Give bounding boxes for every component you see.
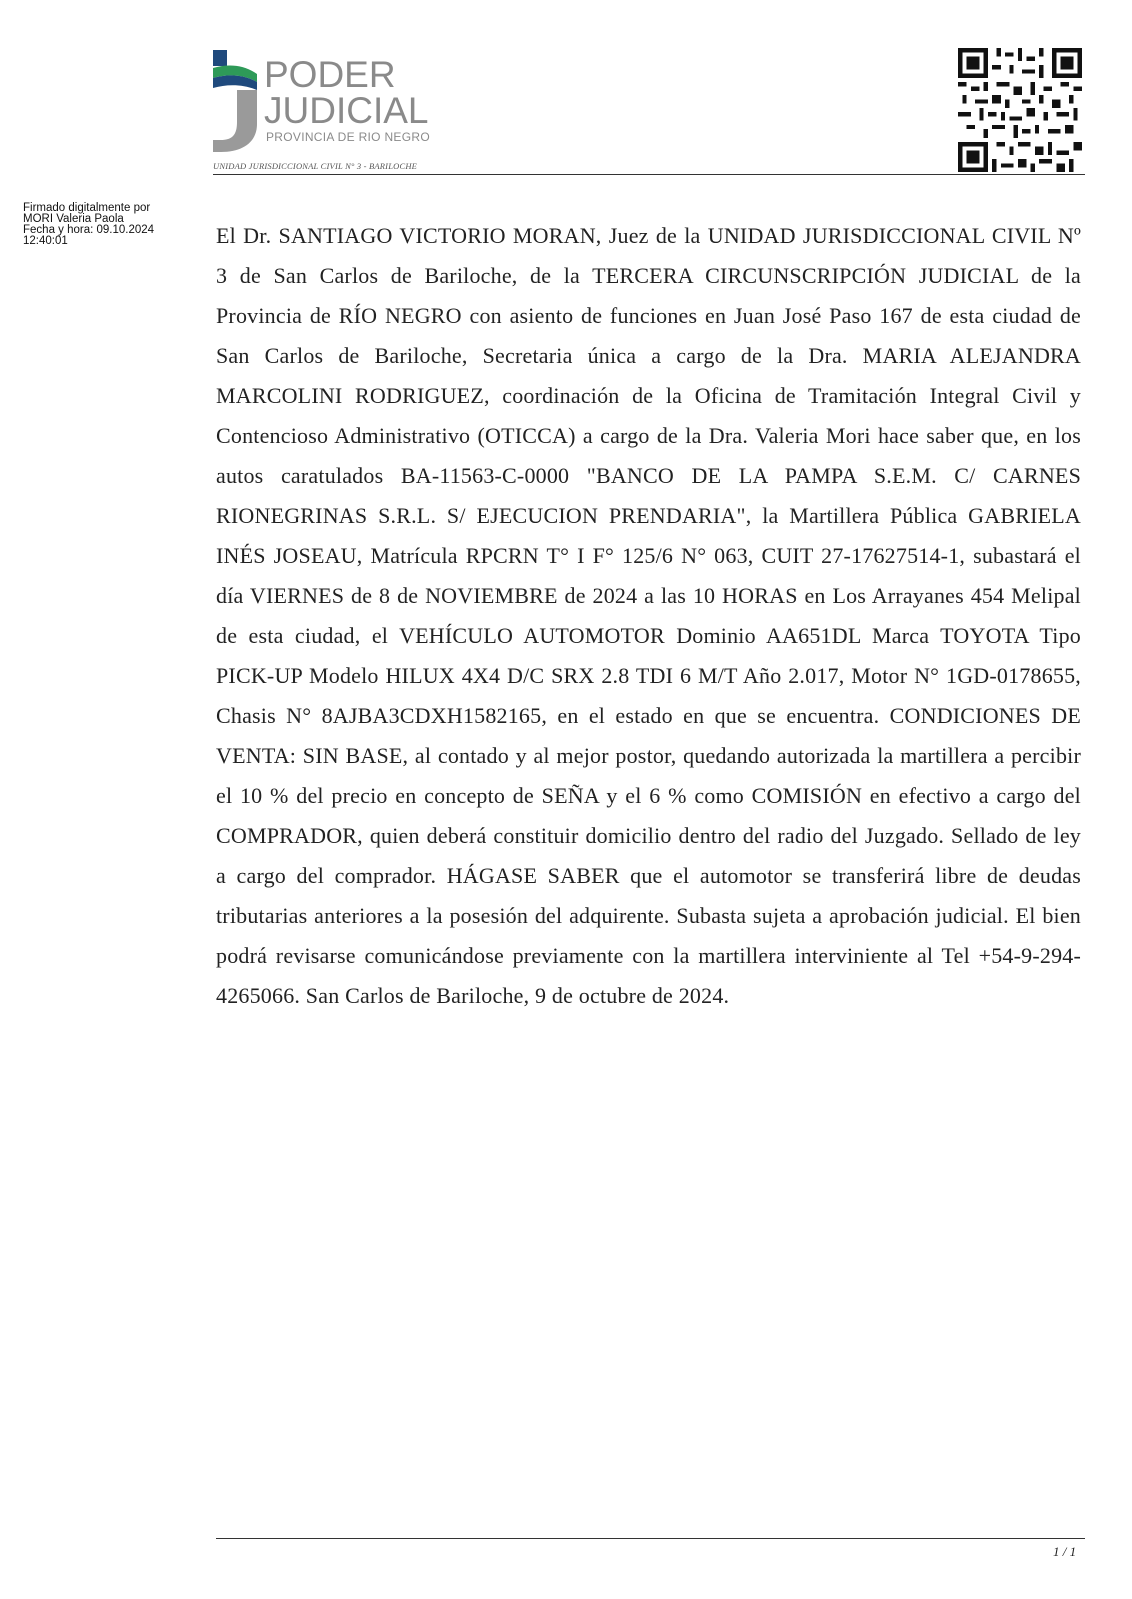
qr-code-icon — [958, 48, 1082, 172]
footer-divider — [216, 1538, 1085, 1539]
logo-subtitle: PROVINCIA DE RIO NEGRO — [266, 130, 430, 144]
digital-signature-block — [23, 203, 183, 247]
logo-title-line1: PODER — [264, 54, 396, 95]
signature-line-2: MORI Valeria Paola — [23, 213, 124, 225]
signature-line-1: Firmado digitalmente por — [23, 202, 151, 214]
header-divider — [213, 174, 1085, 175]
signature-line-4: 12:40:01 — [23, 235, 68, 247]
logo-mark-icon — [213, 44, 265, 156]
poder-judicial-logo — [213, 44, 453, 156]
signature-line-3: Fecha y hora: 09.10.2024 — [23, 224, 155, 236]
logo-title-line2: JUDICIAL — [264, 90, 429, 131]
edict-body-text: El Dr. SANTIAGO VICTORIO MORAN, Juez de la UNIDAD JURISDICCIONAL CIVIL Nº 3 de San Carlos de Bariloche, de la TERCERA CIRCUNSCRIPCIÓN JUDICIAL de la Provincia de RÍO NEGRO con asiento de funciones en Juan José Paso 167 de esta ciudad de San Carlos de Bariloche, Secretaria única a cargo de la Dra. MARIA ALEJANDRA MARCOLINI RODRIGUEZ, coordinación de la Oficina de Tramitación Integral Civil y Contencioso Administrativo (OTICCA) a cargo de la Dra. Valeria Mori hace saber que, en los autos caratulados BA-11563-C-0000 "BANCO DE LA PAMPA S.E.M. C/ CARNES RIONEGRINAS S.R.L. S/ EJECUCION PRENDARIA", la Martillera Pública GABRIELA INÉS JOSEAU, Matrícula RPCRN T° I F° 125/6 N° 063, CUIT 27-17627514-1, subastará el día VIERNES de 8 de NOVIEMBRE de 2024 a las 10 HORAS en Los Arrayanes 454 Melipal de esta ciudad, el VEHÍCULO AUTOMOTOR Dominio AA651DL Marca TOYOTA Tipo PICK-UP Modelo HILUX 4X4 D/C SRX 2.8 TDI 6 M/T Año 2.017, Motor N° 1GD-0178655, Chasis N° 8AJBA3CDXH1582165, en el estado en que se encuentra. CONDICIONES DE VENTA: SIN BASE, al contado y al mejor postor, quedando autorizada la martillera a percibir el 10 % del precio en concepto de SEÑA y el 6 % como COMISIÓN en efectivo a cargo del COMPRADOR, quien deberá constituir domicilio dentro del radio del Juzgado. Sellado de ley a cargo del comprador. HÁGASE SABER que el automotor se transferirá libre de deudas tributarias anteriores a la posesión del adquirente. Subasta sujeta a aprobación judicial. El bien podrá revisarse comunicándose previamente con la martillera interviniente al Tel +54-9-294-4265066. San Carlos de Bariloche, 9 de octubre de 2024. — [216, 223, 1081, 1008]
unit-label: UNIDAD JURISDICCIONAL CIVIL N° 3 - BARILOCHE — [213, 161, 418, 171]
document-header — [213, 44, 1085, 176]
page-number: 1 / 1 — [1053, 1544, 1077, 1559]
